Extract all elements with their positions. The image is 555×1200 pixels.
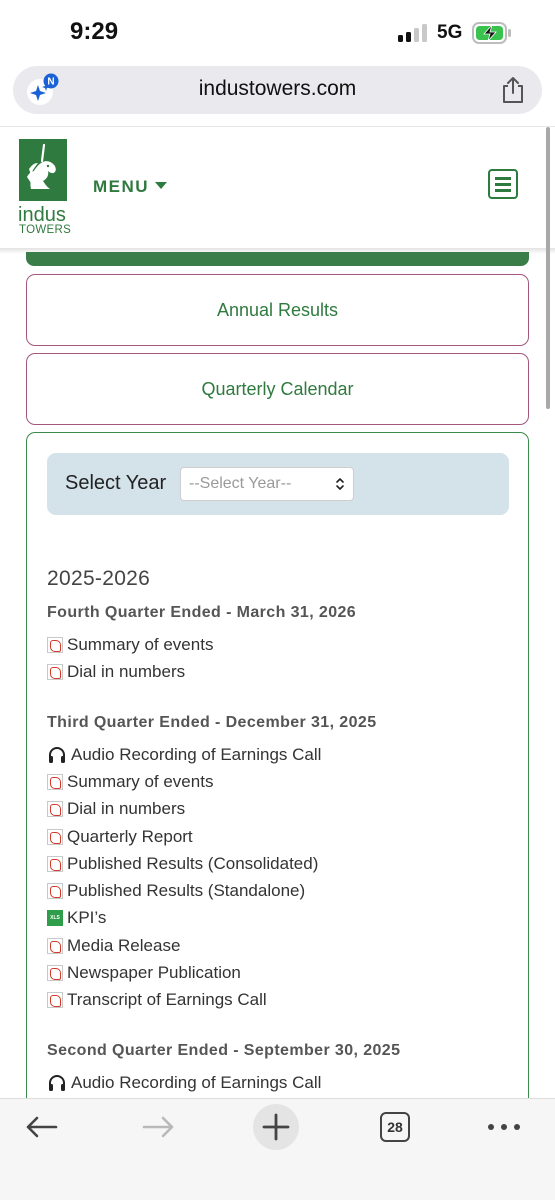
unicorn-logo-icon <box>19 139 67 201</box>
battery-charging-icon <box>472 22 512 44</box>
headphones-icon <box>47 746 67 764</box>
quarter-title: Fourth Quarter Ended - March 31, 2026 <box>47 604 357 621</box>
quarterly-results-panel <box>26 432 529 1112</box>
status-bar <box>0 0 555 66</box>
year-select[interactable] <box>180 467 354 501</box>
pdf-icon <box>47 801 63 817</box>
document-list <box>47 1069 321 1096</box>
headphones-icon <box>47 1074 67 1092</box>
document-link[interactable] <box>47 768 321 795</box>
new-tab-button[interactable] <box>253 1104 299 1150</box>
back-arrow-icon[interactable] <box>24 1115 58 1139</box>
pdf-icon <box>47 637 63 653</box>
document-link[interactable] <box>47 959 321 986</box>
document-list <box>47 631 213 686</box>
address-bar[interactable] <box>13 66 542 114</box>
quarter-title: Second Quarter Ended - September 30, 2025 <box>47 1042 401 1059</box>
pdf-icon <box>47 883 63 899</box>
ai-badge-letter: N <box>47 76 55 88</box>
document-link[interactable] <box>47 823 321 850</box>
pdf-icon <box>47 829 63 845</box>
annual-results-button[interactable]: Annual Results <box>26 274 529 346</box>
caret-down-icon <box>155 182 167 189</box>
document-label: Dial in numbers <box>67 661 186 681</box>
xls-icon: XLS <box>47 910 63 926</box>
cellular-signal-icon <box>398 24 428 42</box>
pdf-icon <box>47 774 63 790</box>
document-label: Summary of events <box>67 634 214 654</box>
pdf-icon <box>47 992 63 1008</box>
site-header <box>0 126 555 250</box>
document-label: Transcript of Earnings Call <box>67 990 267 1010</box>
document-label: Dial in numbers <box>67 799 186 819</box>
active-tab-strip[interactable] <box>26 252 529 266</box>
document-label: KPI’s <box>67 908 107 928</box>
document-link[interactable] <box>47 658 213 685</box>
document-label: Published Results (Consolidated) <box>67 853 319 873</box>
menu-dropdown[interactable] <box>93 177 167 197</box>
indus-logo[interactable] <box>19 139 67 201</box>
pdf-icon <box>47 938 63 954</box>
document-list <box>47 741 321 1014</box>
document-link[interactable] <box>47 1069 321 1096</box>
document-label: Summary of events <box>67 771 214 791</box>
select-year-label: Select Year <box>65 472 167 494</box>
more-options-icon[interactable] <box>488 1124 520 1132</box>
document-label: Media Release <box>67 935 181 955</box>
document-link[interactable] <box>47 631 213 658</box>
document-link[interactable] <box>47 796 321 823</box>
year-select-value: --Select Year-- <box>189 475 292 492</box>
browser-toolbar <box>0 1098 555 1200</box>
forward-arrow-icon[interactable] <box>142 1115 176 1139</box>
pdf-icon <box>47 856 63 872</box>
tab-switcher-button[interactable]: 28 <box>380 1112 410 1142</box>
quarter-title: Third Quarter Ended - December 31, 2025 <box>47 714 377 731</box>
url-text[interactable]: industowers.com <box>198 77 357 100</box>
hamburger-menu-icon[interactable] <box>488 169 518 199</box>
select-arrows-icon <box>335 476 345 492</box>
pdf-icon <box>47 965 63 981</box>
logo-subtitle: TOWERS <box>19 224 72 236</box>
document-link[interactable] <box>47 987 321 1014</box>
document-link[interactable] <box>47 877 321 904</box>
page-scrollbar[interactable] <box>546 127 550 409</box>
document-label: Published Results (Standalone) <box>67 881 306 901</box>
document-link[interactable] <box>47 905 321 932</box>
network-type: 5G <box>437 22 463 43</box>
document-label: Audio Recording of Earnings Call <box>71 1072 322 1092</box>
plus-icon <box>253 1104 299 1150</box>
document-link[interactable] <box>47 850 321 877</box>
share-icon[interactable] <box>500 76 526 104</box>
fiscal-year-heading: 2025-2026 <box>47 567 151 590</box>
year-selector <box>47 453 509 515</box>
document-label: Quarterly Report <box>67 826 193 846</box>
document-label: Audio Recording of Earnings Call <box>71 744 322 764</box>
status-time: 9:29 <box>70 18 119 45</box>
quarterly-calendar-button[interactable]: Quarterly Calendar <box>26 353 529 425</box>
logo-name: indus <box>18 204 66 226</box>
document-link[interactable] <box>47 932 321 959</box>
document-label: Newspaper Publication <box>67 963 241 983</box>
pdf-icon <box>47 664 63 680</box>
document-link[interactable] <box>47 741 321 768</box>
menu-label: MENU <box>93 177 150 196</box>
